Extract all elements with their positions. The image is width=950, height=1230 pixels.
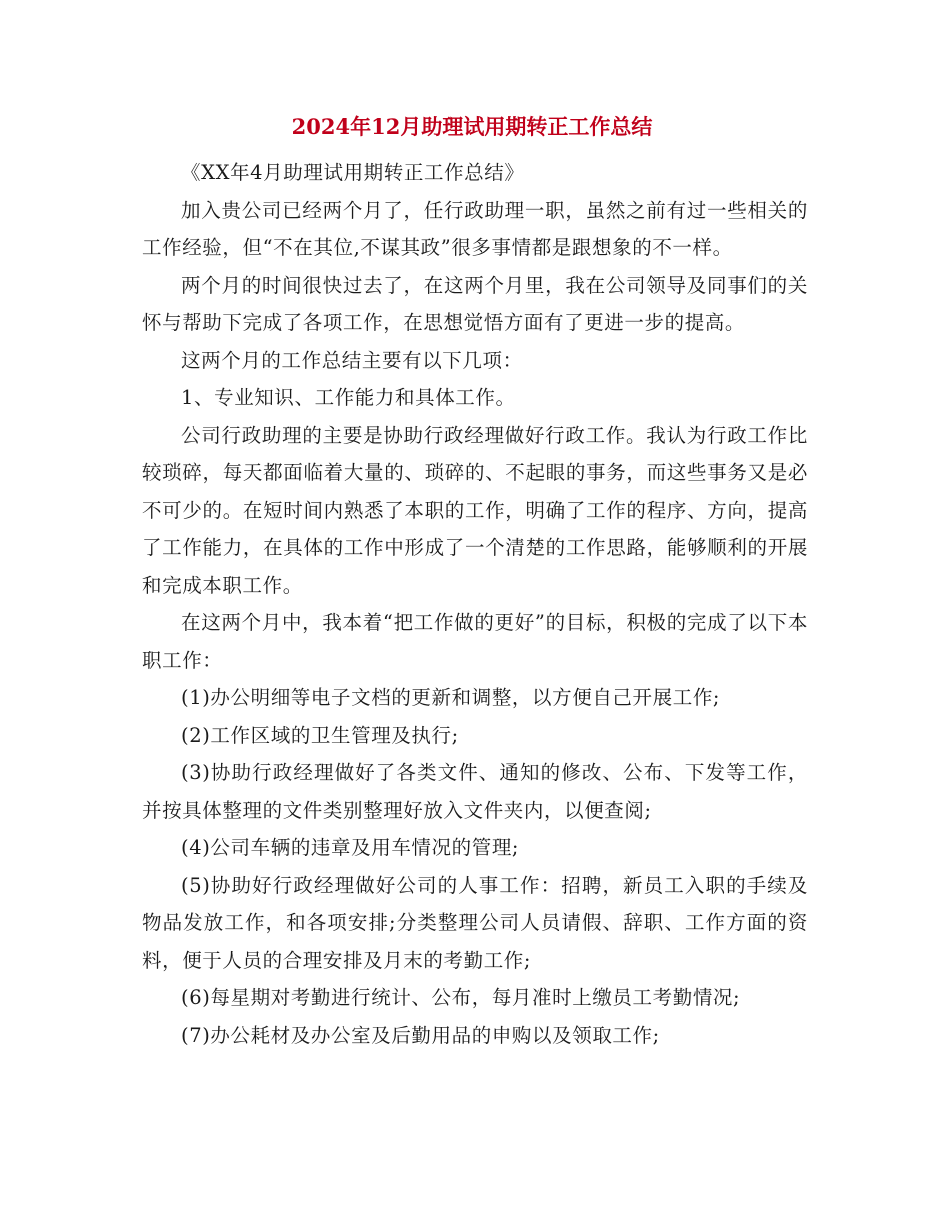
list-item: (4)公司车辆的违章及用车情况的管理; [181,836,520,859]
paragraph: 1、专业知识、工作能力和具体工作。 [181,386,516,409]
list-item: (7)办公耗材及办公室及后勤用品的申购以及领取工作; [181,1023,660,1047]
paragraph: 公司行政助理的主要是协助行政经理做好行政工作。我认为行政工作比较琐碎，每天都面临着大量的、琐碎的、不起眼的事务，而这些事务又是必不可少的。在短时间内熟悉了本职的工作，明确了工作的程序、方向，提高了工作能力，在具体的工作中形成了一个清楚的工作思路，能够顺利的开展和完成本职工作。 [142,423,808,597]
list-item: (2)工作区域的卫生管理及执行; [181,723,459,747]
paragraph: 这两个月的工作总结主要有以下几项： [181,348,523,372]
paragraph: 《XX年4月助理试用期转正工作总结》 [181,161,525,184]
document-title: 2024年12月助理试用期转正工作总结 [291,114,653,139]
list-item: (3)协助行政经理做好了各类文件、通知的修改、公布、下发等工作，并按具体整理的文件类别整理好放入文件夹内，以便查阅; [142,761,808,822]
list-item: (5)协助好行政经理做好公司的人事工作：招聘，新员工入职的手续及物品发放工作，和各项安排;分类整理公司人员请假、辞职、工作方面的资料，便于人员的合理安排及月末的考勤工作; [142,873,808,972]
list-item: (6)每星期对考勤进行统计、公布，每月准时上缴员工考勤情况; [181,986,741,1009]
paragraph: 两个月的时间很快过去了，在这两个月里，我在公司领导及同事们的关怀与帮助下完成了各项工作，在思想觉悟方面有了更进一步的提高。 [142,273,808,334]
list-item: (1)办公明细等电子文档的更新和调整，以方便自己开展工作; [181,686,721,709]
paragraph: 在这两个月中，我本着“把工作做的更好”的目标，积极的完成了以下本职工作： [142,611,808,672]
paragraph: 加入贵公司已经两个月了，任行政助理一职，虽然之前有过一些相关的工作经验，但“不在其位,不谋其政”很多事情都是跟想象的不一样。 [142,198,808,259]
document-body [142,154,808,1054]
